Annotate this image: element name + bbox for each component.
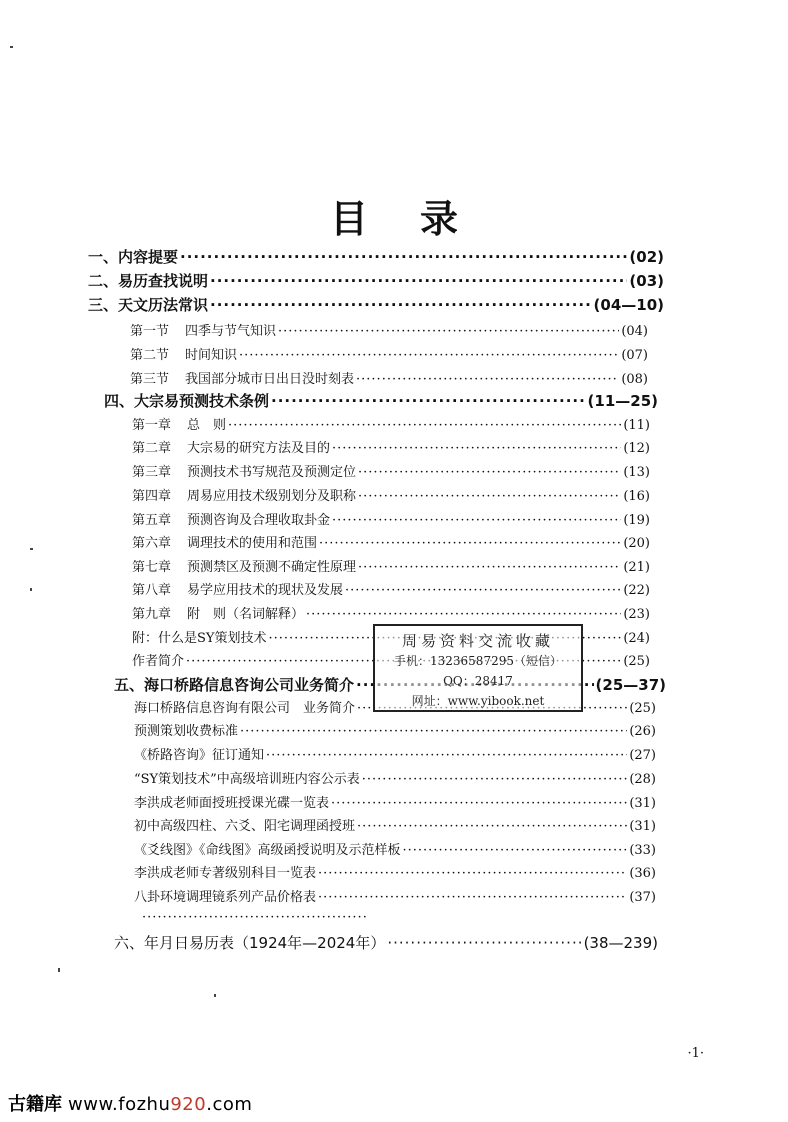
toc-page: (02) — [629, 248, 664, 266]
stamp-qq: QQ：28417 — [443, 674, 513, 688]
toc-label: 六、年月日易历表（1924年—2024年） — [114, 934, 386, 952]
toc-label: 李洪成老师专著级别科目一览表 — [134, 866, 317, 881]
stamp-website: 网址：www.yibook.net — [411, 694, 545, 708]
site-watermark — [8, 1090, 252, 1116]
toc-entry — [88, 270, 664, 291]
toc-entry — [132, 556, 650, 575]
toc-page: (25) — [629, 701, 656, 716]
toc-label: 作者简介 — [132, 654, 185, 669]
toc-page: (16) — [623, 489, 650, 504]
toc-page: (11) — [623, 418, 650, 433]
toc-entry — [114, 932, 658, 953]
toc-page: (04—10) — [593, 296, 664, 314]
toc-page: (33) — [629, 843, 656, 858]
toc-label: “SY策划技术”中高级培训班内容公示表 — [134, 772, 360, 787]
toc-page: (04) — [621, 324, 648, 339]
collection-stamp — [373, 624, 583, 712]
toc-prefix: 第七章 — [132, 560, 172, 575]
toc-entry — [132, 532, 650, 551]
toc-entry — [132, 461, 650, 480]
toc-entry — [132, 485, 650, 504]
toc-entry — [134, 744, 656, 763]
toc-entry — [132, 579, 650, 598]
toc-page: (38—239) — [583, 934, 658, 952]
toc-label: 海口桥路信息咨询有限公司 业务简介 — [134, 701, 356, 716]
toc-entry — [130, 368, 648, 387]
scan-speck — [10, 46, 13, 48]
toc-entry — [132, 509, 650, 528]
toc-label: 总 则 — [187, 418, 227, 433]
toc-label: 一、内容提要 — [88, 248, 179, 266]
toc-page: (36) — [629, 866, 656, 881]
toc-page: (11—25) — [587, 392, 658, 410]
stamp-title: 周易资料交流收藏 — [401, 632, 554, 650]
scan-speck — [30, 588, 32, 591]
toc-entry — [130, 344, 648, 363]
toc-label: 八卦环境调理镜系列产品价格表 — [134, 890, 317, 905]
page-number: ·1· — [687, 1046, 704, 1061]
toc-prefix: 第二章 — [132, 441, 172, 456]
toc-prefix: 第五章 — [132, 513, 172, 528]
toc-page: (28) — [629, 772, 656, 787]
toc-entry — [132, 603, 650, 622]
toc-page: (20) — [623, 536, 650, 551]
toc-dotted-line — [140, 910, 368, 925]
toc-entry — [104, 390, 658, 411]
toc-label: 二、易历查找说明 — [88, 272, 209, 290]
toc-entry — [88, 294, 664, 315]
toc-label: 四季与节气知识 — [185, 324, 277, 339]
toc-page: (19) — [623, 513, 650, 528]
toc-entry — [132, 437, 650, 456]
toc-page: (22) — [623, 583, 650, 598]
toc-page: (24) — [623, 631, 650, 646]
toc-label: 五、海口桥路信息咨询公司业务简介 — [114, 676, 355, 694]
page-title: 目录 — [329, 197, 510, 241]
toc-label: 周易应用技术级别划分及职称 — [187, 489, 357, 504]
toc-page: (27) — [629, 748, 656, 763]
toc-entry — [134, 720, 656, 739]
toc-entry — [134, 862, 656, 881]
toc-label: 附 则（名词解释） — [187, 607, 305, 622]
toc-prefix: 第三章 — [132, 465, 172, 480]
toc-page: (25) — [623, 654, 650, 669]
toc-page: (37) — [629, 890, 656, 905]
toc-label: 附：什么是SY策划技术 — [132, 631, 267, 646]
toc-page: (31) — [629, 819, 656, 834]
toc-label: 预测咨询及合理收取卦金 — [187, 513, 331, 528]
toc-page: (26) — [629, 724, 656, 739]
toc-prefix: 第三节 — [130, 372, 170, 387]
stamp-phone: 手机：13236587295（短信） — [394, 654, 562, 668]
toc-label: 预测策划收费标准 — [134, 724, 239, 739]
toc-page: (21) — [623, 560, 650, 575]
toc-prefix: 第九章 — [132, 607, 172, 622]
toc-label: 易学应用技术的现状及发展 — [187, 583, 344, 598]
toc-label: 预测技术书写规范及预测定位 — [187, 465, 357, 480]
toc-page: (03) — [629, 272, 664, 290]
toc-label: 我国部分城市日出日没时刻表 — [185, 372, 355, 387]
toc-entry — [134, 886, 656, 905]
toc-label: 调理技术的使用和范围 — [187, 536, 318, 551]
toc-prefix: 第八章 — [132, 583, 172, 598]
toc-label: 四、大宗易预测技术条例 — [104, 392, 270, 410]
toc-entry — [132, 414, 650, 433]
scan-speck — [214, 994, 216, 997]
toc-page: (23) — [623, 607, 650, 622]
toc-entry — [88, 246, 664, 267]
toc-label: 三、天文历法常识 — [88, 296, 209, 314]
toc-prefix: 第一节 — [130, 324, 170, 339]
toc-prefix: 第一章 — [132, 418, 172, 433]
toc-entry — [134, 792, 656, 811]
toc-label: 大宗易的研究方法及目的 — [187, 441, 331, 456]
toc-label: 预测禁区及预测不确定性原理 — [187, 560, 357, 575]
toc-page: (13) — [623, 465, 650, 480]
scan-speck — [58, 968, 60, 972]
toc-page: (25—37) — [595, 676, 666, 694]
toc-label: 时间知识 — [185, 348, 238, 363]
toc-label: 《桥路咨询》征订通知 — [134, 748, 265, 763]
toc-page: (31) — [629, 796, 656, 811]
toc-entry — [134, 768, 656, 787]
toc-prefix: 第六章 — [132, 536, 172, 551]
scan-speck — [30, 548, 33, 550]
toc-page: (07) — [621, 348, 648, 363]
toc-page: (08) — [621, 372, 648, 387]
toc-entry — [134, 839, 656, 858]
toc-prefix: 第四章 — [132, 489, 172, 504]
toc-prefix: 第二节 — [130, 348, 170, 363]
toc-label: 李洪成老师面授班授课光碟一览表 — [134, 796, 330, 811]
toc-page: (12) — [623, 441, 650, 456]
toc-entry — [130, 320, 648, 339]
site-name: 古籍库 — [8, 1094, 62, 1115]
toc-label: 初中高级四柱、六爻、阳宅调理函授班 — [134, 819, 356, 834]
toc-entry — [134, 815, 656, 834]
toc-label: 《爻线图》《命线图》高级函授说明及示范样板 — [134, 843, 401, 858]
site-url: www.fozhu920.com — [68, 1094, 253, 1115]
